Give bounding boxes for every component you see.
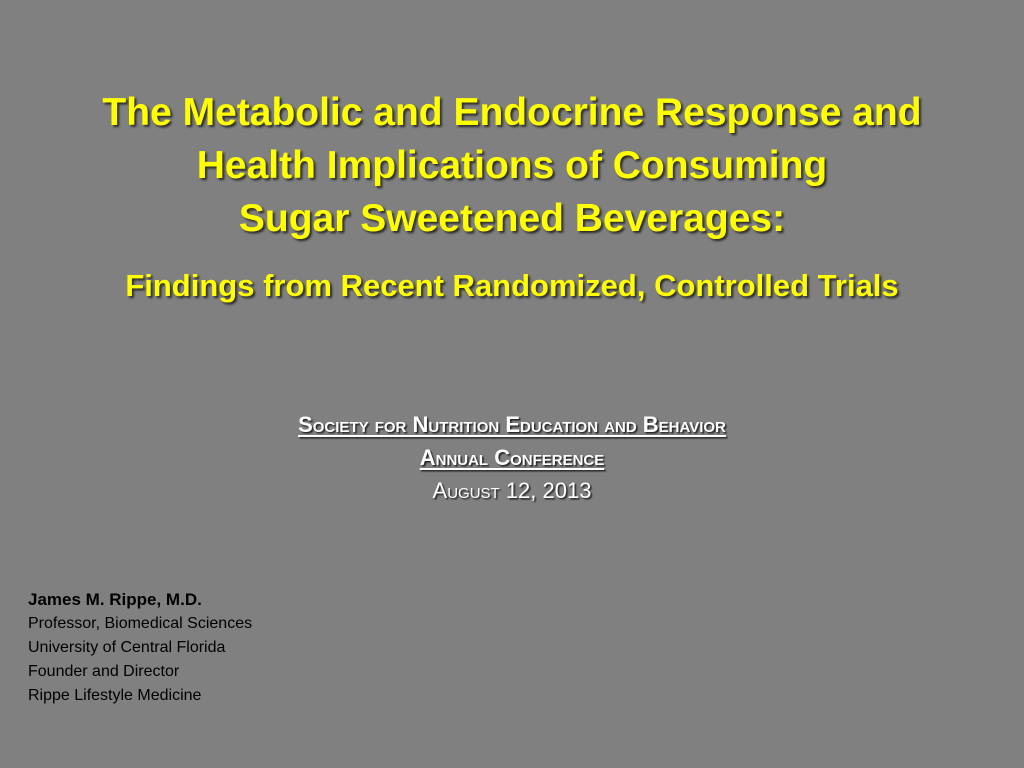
title-line-2: Health Implications of Consuming: [196, 144, 828, 187]
event-organization: Society for Nutrition Education and Behavior: [298, 412, 726, 437]
author-name: James M. Rippe, M.D.: [28, 590, 202, 609]
author-university: University of Central Florida: [28, 639, 226, 656]
slide-title: [20, 86, 1004, 245]
event-conference: Annual Conference: [419, 445, 605, 470]
author-organization: Rippe Lifestyle Medicine: [28, 687, 202, 704]
slide-subtitle: Findings from Recent Randomized, Controlled Trials: [125, 268, 899, 303]
event-info: [0, 408, 1024, 507]
author-info: [28, 588, 252, 708]
author-title: Professor, Biomedical Sciences: [28, 615, 253, 632]
title-line-3: Sugar Sweetened Beverages:: [238, 197, 786, 240]
event-date: August 12, 2013: [432, 478, 592, 503]
title-line-1: The Metabolic and Endocrine Response and: [102, 91, 922, 134]
author-role: Founder and Director: [28, 663, 180, 680]
